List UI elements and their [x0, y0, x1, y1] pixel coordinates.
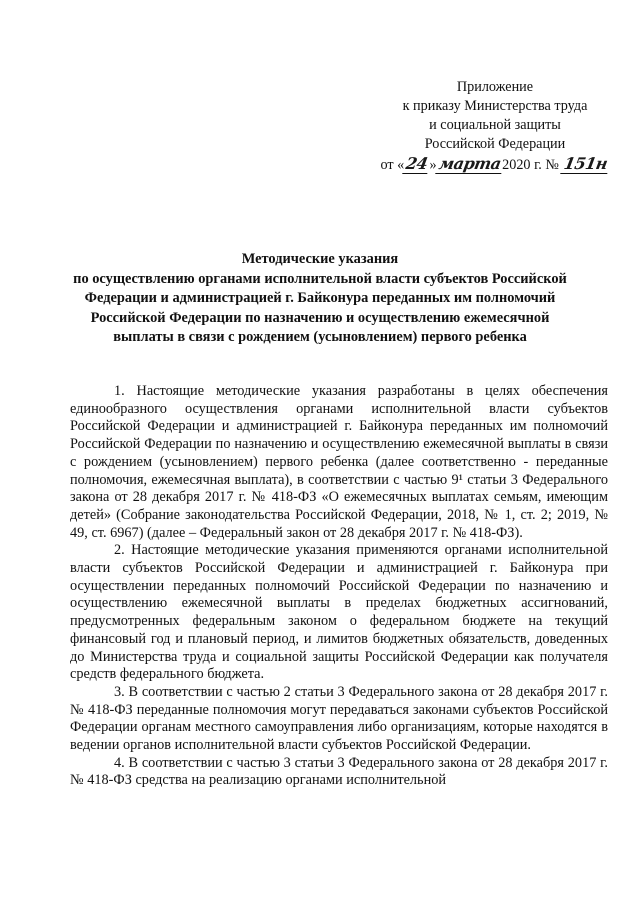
appendix-block — [380, 78, 610, 175]
order-year: 2020 г. № — [502, 157, 559, 173]
title-line-4: Российской Федерации по назначению и осуществлению ежемесячной — [90, 309, 550, 326]
appendix-ministry-line: и социальной защиты — [429, 117, 561, 133]
appendix-label: Приложение — [456, 79, 534, 95]
appendix-order-line: к приказу Министерства труда — [402, 98, 588, 114]
paragraph-1: 1. Настоящие методические указания разработаны в целях обеспечения единообразного осуществления органами исполнительной власти субъектов Российской Федерации и администрацией г. Байконура переданных им полномочий Российской Федерации по назначению и осуществлению ежемесячной выплаты в связи с рождением (усыновлением) первого ребенка (далее соответственно - переданные полномочия, ежемесячная выплата), в соответствии с частью 9¹ статьи 3 Федерального закона от 28 декабря 2017 г. № 418-ФЗ «О ежемесячных выплатах семьям, имеющим детей» (Собрание законодательства Российской Федерации, 2018, № 1, ст. 2; 2019, № 49, ст. 6967) (далее – Федеральный закон от 28 декабря 2017 г. № 418-ФЗ). — [70, 383, 608, 541]
paragraph-4: 4. В соответствии с частью 3 статьи 3 Федерального закона от 28 декабря 2017 г. № 418-ФЗ средства на реализацию органами исполнительной — [70, 754, 608, 789]
order-ref-quote: » — [429, 157, 437, 173]
document-body — [70, 383, 608, 790]
appendix-country-line: Российской Федерации — [424, 136, 566, 152]
paragraph-3: 3. В соответствии с частью 2 статьи 3 Федерального закона от 28 декабря 2017 г. № 418-ФЗ переданные полномочия могут передаваться законами субъектов Российской Федерации органам местного самоуправления либо организациям, которые находятся в ведении органов исполнительной власти субъектов Российской Федерации. — [70, 683, 608, 754]
title-line-5: выплаты в связи с рождением (усыновлением) первого ребенка — [113, 329, 527, 345]
title-line-1: Методические указания — [241, 251, 399, 267]
title-line-3: Федерации и администрацией г. Байконура переданных им полномочий — [84, 290, 556, 306]
order-number-handwritten: 151н — [561, 154, 612, 174]
order-reference — [380, 154, 610, 175]
title-line-2: по осуществлению органами исполнительной власти субъектов Российской — [73, 270, 567, 287]
order-day-handwritten: 24 — [402, 154, 431, 174]
order-month-handwritten: марта — [435, 154, 504, 174]
paragraph-2: 2. Настоящие методические указания применяются органами исполнительной власти субъектов Российской Федерации и администрацией г. Байконура при осуществлении переданных полномочий Российской Федерации по назначению и осуществлению ежемесячной выплаты в пределах бюджетных ассигнований, предусмотренных федеральным законом о федеральном бюджете на текущий финансовый год и плановый период, и лимитов бюджетных обязательств, доведенных до Министерства труда и социальной защиты Российской Федерации как получателя средств федерального бюджета. — [70, 542, 608, 683]
order-ref-prefix: от « — [380, 157, 405, 173]
document-title — [60, 250, 580, 348]
